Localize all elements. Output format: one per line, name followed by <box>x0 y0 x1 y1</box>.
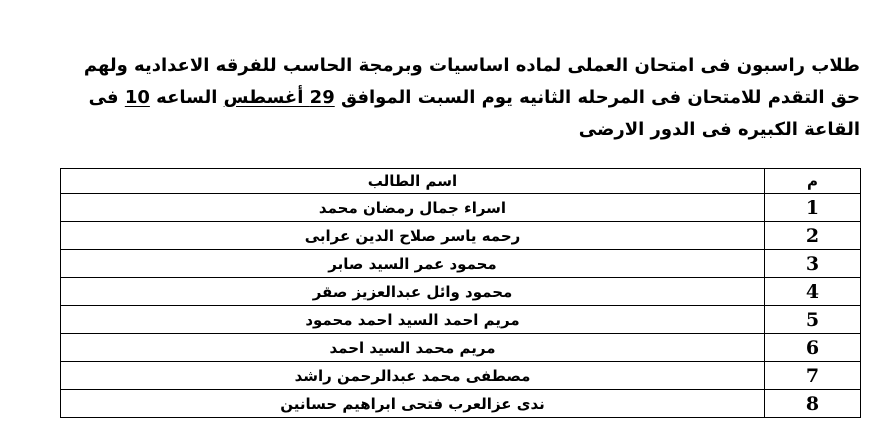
student-name: محمود عمر السيد صابر <box>61 250 765 278</box>
heading-text-part2: الساعه <box>149 87 224 108</box>
row-number: 4 <box>765 278 861 306</box>
row-number: 3 <box>765 250 861 278</box>
row-number: 7 <box>765 362 861 390</box>
table-row <box>61 250 861 278</box>
heading-text-part3: فى القاعة الكبيره فى الدور الارضى <box>88 87 860 140</box>
row-number: 6 <box>765 334 861 362</box>
announcement-heading <box>70 50 860 146</box>
heading-text-part1: طلاب راسبون فى امتحان العملى لماده اساسيات وبرمجة الحاسب للفرقه الاعداديه ولهم حق التقدم للامتحان فى المرحله الثانيه يوم السبت الموافق <box>83 55 860 108</box>
student-name: مريم محمد السيد احمد <box>61 334 765 362</box>
table-row <box>61 362 861 390</box>
header-student-name: اسم الطالب <box>61 169 765 194</box>
table-row <box>61 222 861 250</box>
table-header-row <box>61 169 861 194</box>
table-row <box>61 278 861 306</box>
row-number: 1 <box>765 194 861 222</box>
table-row <box>61 194 861 222</box>
heading-date: 29 أغسطس <box>223 87 335 108</box>
student-name: مريم احمد السيد احمد محمود <box>61 306 765 334</box>
heading-hour: 10 <box>124 87 150 108</box>
student-name: رحمه ياسر صلاح الدين عرابى <box>61 222 765 250</box>
row-number: 2 <box>765 222 861 250</box>
student-name: محمود وائل عبدالعزيز صقر <box>61 278 765 306</box>
table-row <box>61 390 861 418</box>
student-name: مصطفى محمد عبدالرحمن راشد <box>61 362 765 390</box>
row-number: 5 <box>765 306 861 334</box>
student-name: ندى عزالعرب فتحى ابراهيم حسانين <box>61 390 765 418</box>
table-row <box>61 306 861 334</box>
student-name: اسراء جمال رمضان محمد <box>61 194 765 222</box>
row-number: 8 <box>765 390 861 418</box>
table-row <box>61 334 861 362</box>
header-number: م <box>765 169 861 194</box>
students-table <box>60 168 861 418</box>
